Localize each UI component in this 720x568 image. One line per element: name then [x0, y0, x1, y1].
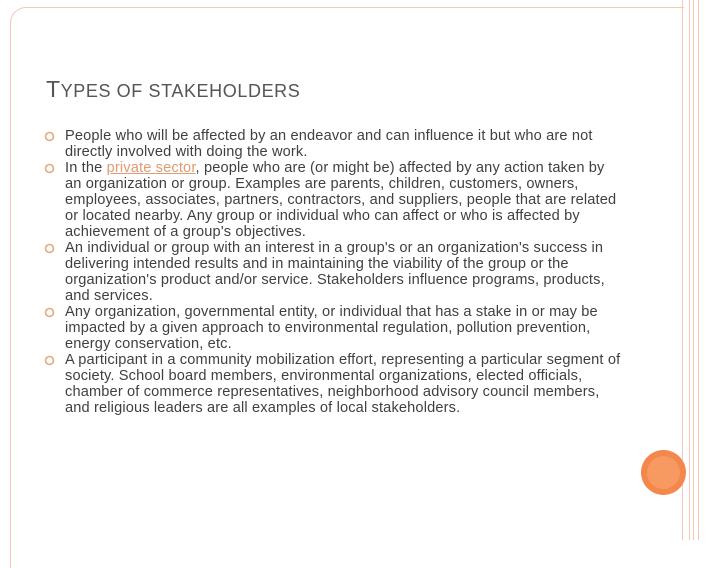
bullet-item [44, 352, 624, 416]
bullet-text-before-link: In the [65, 160, 107, 176]
bullet-text: A participant in a community mobilization effort, representing a particular segment of society. School board members, environmental organizations, elected officials, chamber of commerce representatives, neighborhood advisory council members, and religious leaders are all examples of local stakeholders. [65, 352, 621, 416]
bullet-text: Any organization, governmental entity, or individual that has a stake in or may be impacted by a given approach to environmental regulation, pollution prevention, energy conservation, etc. [65, 304, 598, 352]
bullet-list [44, 128, 624, 416]
right-border-line [693, 0, 694, 540]
title-rest: YPES OF STAKEHOLDERS [60, 81, 301, 101]
decorative-circle [641, 450, 686, 495]
ring-bullet-icon [44, 355, 55, 366]
bullet-text-after-link: , people who are (or might be) affected by any action taken by an organization or group. Examples are parents, children, customers, owners, employees, associates, partners, contractors, and suppliers, people that are related or located nearby. Any group or individual who can affect or who is affected by achievement of a group's objectives. [65, 160, 617, 240]
bullet-text: An individual or group with an interest in a group's or an organization's success in delivering intended results and in maintaining the viability of the group or the organization's product and/or service. Stakeholders influence programs, products, and services. [65, 240, 605, 304]
bullet-item [44, 128, 624, 160]
ring-bullet-icon [44, 131, 55, 142]
slide-title [46, 76, 300, 103]
right-border-line [698, 0, 699, 540]
ring-bullet-icon [44, 163, 55, 174]
title-initial: T [46, 76, 61, 102]
ring-bullet-icon [44, 243, 55, 254]
right-border-line [689, 0, 690, 540]
bullet-text: People who will be affected by an endeavor and can influence it but who are not directly involved with doing the work. [65, 128, 593, 160]
bullet-item [44, 240, 624, 304]
bullet-item [44, 304, 624, 352]
bullet-item [44, 160, 624, 240]
private-sector-link[interactable]: private sector [106, 160, 196, 176]
ring-bullet-icon [44, 307, 55, 318]
